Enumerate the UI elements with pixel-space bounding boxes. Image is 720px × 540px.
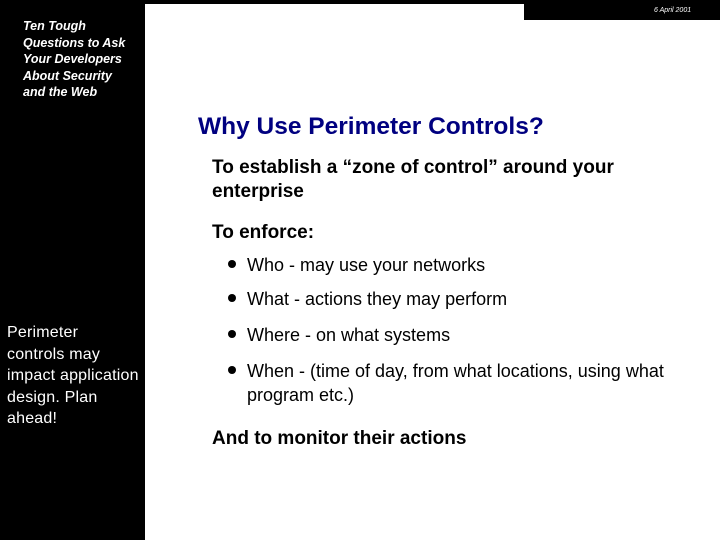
bullet-dot-icon [228, 366, 236, 374]
bullet-text: Who - may use your networks [247, 255, 486, 275]
bullet-text: When - (time of day, from what locations, using what program etc.) [247, 361, 664, 405]
bullet-text: Where - on what systems [247, 325, 451, 345]
intro-text: To establish a “zone of control” around your enterprise [212, 157, 614, 202]
bullet-dot-icon [228, 294, 236, 302]
bullet-dot-icon [228, 330, 236, 338]
bullet-text: What - actions they may perform [247, 289, 508, 309]
sidebar-note: Perimeter controls may impact application design. Plan ahead! [7, 324, 139, 428]
slide-title: Why Use Perimeter Controls? [198, 113, 544, 140]
closing-text: And to monitor their actions [212, 428, 467, 449]
bullet-dot-icon [228, 260, 236, 268]
enforce-label: To enforce: [212, 222, 315, 243]
sidebar-title: Ten Tough Questions to Ask Your Developers About Security and the Web [23, 19, 126, 100]
date-label: 6 April 2001 [654, 7, 692, 14]
